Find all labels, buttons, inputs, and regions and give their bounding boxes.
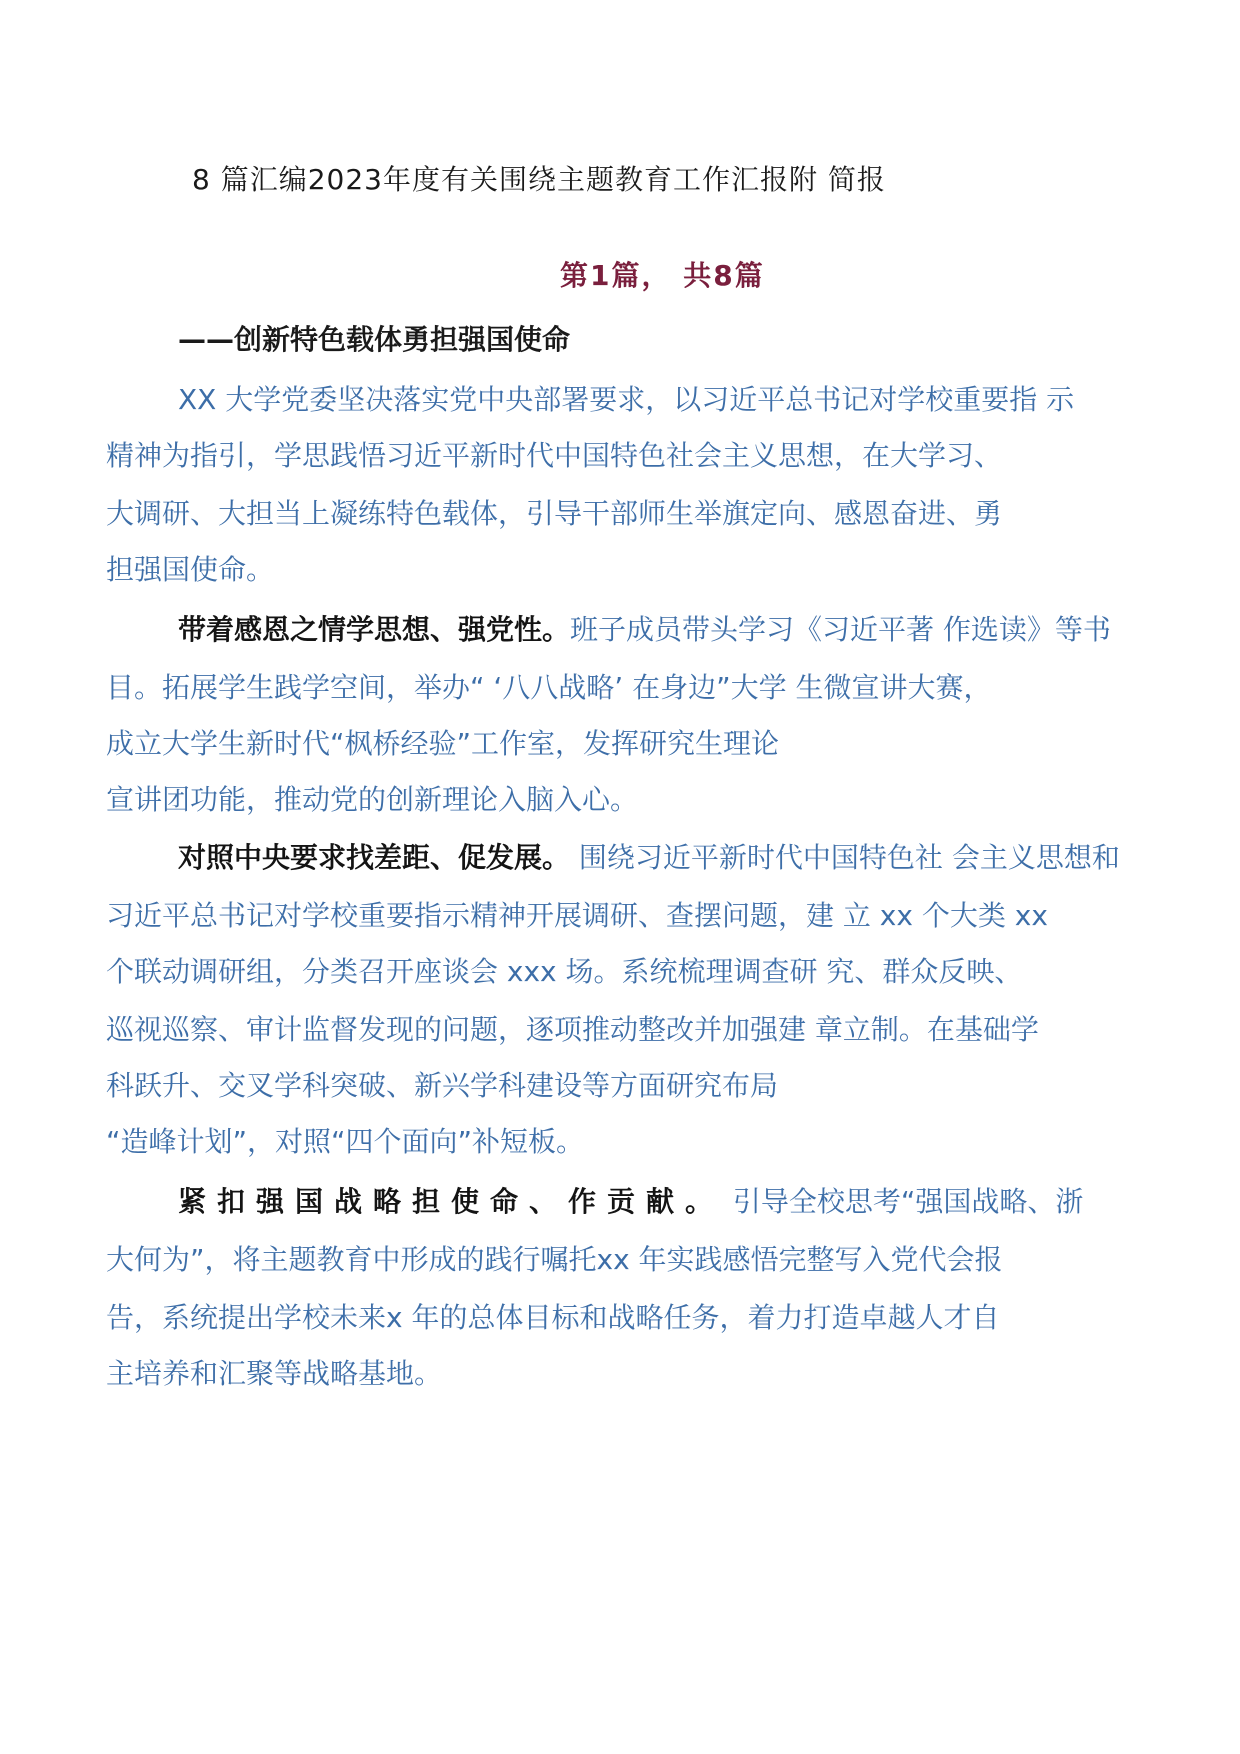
paragraph-3-line-1-text: 围绕习近平新时代中国特色社 会主义思想和 (570, 841, 1120, 874)
paragraph-4-line-4: 主培养和汇聚等战略基地。 (106, 1357, 443, 1390)
paragraph-2-lead: 带着感恩之情学思想、强党性。 (178, 613, 571, 646)
paragraph-2-line-1-text: 班子成员带头学习《习近平著 作选读》等书 (570, 613, 1111, 646)
paragraph-1-line-2: 精神为指引，学思践悟习近平新时代中国特色社会主义思想，在大学习、 (106, 439, 1003, 472)
paragraph-4-lead: 紧扣强国战略担使命、作贡献。 (178, 1185, 725, 1218)
paragraph-4-line-3: 告，系统提出学校未来x 年的总体目标和战略任务，着力打造卓越人才自 (106, 1301, 1000, 1334)
section-subtitle: ——创新特色载体勇担强国使命 (178, 323, 571, 356)
paragraph-3-line-6: “造峰计划”，对照“四个面向”补短板。 (106, 1125, 585, 1158)
paragraph-2-line-1 (178, 608, 1111, 648)
paragraph-3-line-5: 科跃升、交叉学科突破、新兴学科建设等方面研究布局 (106, 1069, 779, 1102)
paragraph-3-lead: 对照中央要求找差距、促发展。 (178, 841, 571, 874)
paragraph-3-line-4: 巡视巡察、审计监督发现的问题，逐项推动整改并加强建 章立制。在基础学 (106, 1013, 1039, 1046)
paragraph-3-line-2: 习近平总书记对学校重要指示精神开展调研、查摆问题，建 立 xx 个大类 xx (106, 899, 1048, 932)
paragraph-3-line-1 (178, 836, 1120, 876)
paragraph-3-line-3: 个联动调研组，分类召开座谈会 xxx 场。系统梳理调查研 究、群众反映、 (106, 955, 1023, 988)
paragraph-2-line-4: 宣讲团功能，推动党的创新理论入脑入心。 (106, 783, 639, 816)
paragraph-4-line-2: 大何为”，将主题教育中形成的践行嘱托xx 年实践感悟完整写入党代会报 (106, 1243, 1003, 1276)
document-title: 8 篇汇编2023年度有关围绕主题教育工作汇报附 简报 (192, 163, 886, 196)
paragraph-2-line-3: 成立大学生新时代“枫桥经验”工作室，发挥研究生理论 (106, 727, 780, 760)
paragraph-1-line-3: 大调研、大担当上凝练特色载体，引导干部师生举旗定向、感恩奋进、勇 (106, 497, 1003, 530)
paragraph-1-line-4: 担强国使命。 (106, 553, 275, 586)
part-heading: 第1篇， 共8篇 (560, 259, 765, 292)
paragraph-4-line-1 (178, 1180, 1083, 1220)
paragraph-1-line-1: XX 大学党委坚决落实党中央部署要求，以习近平总书记对学校重要指 示 (178, 383, 1075, 416)
paragraph-2-line-2: 目。拓展学生践学空间，举办“ ‘八八战略’ 在身边”大学 生微宣讲大赛， (106, 671, 992, 704)
paragraph-4-line-1-text: 引导全校思考“强国战略、浙 (724, 1185, 1084, 1218)
